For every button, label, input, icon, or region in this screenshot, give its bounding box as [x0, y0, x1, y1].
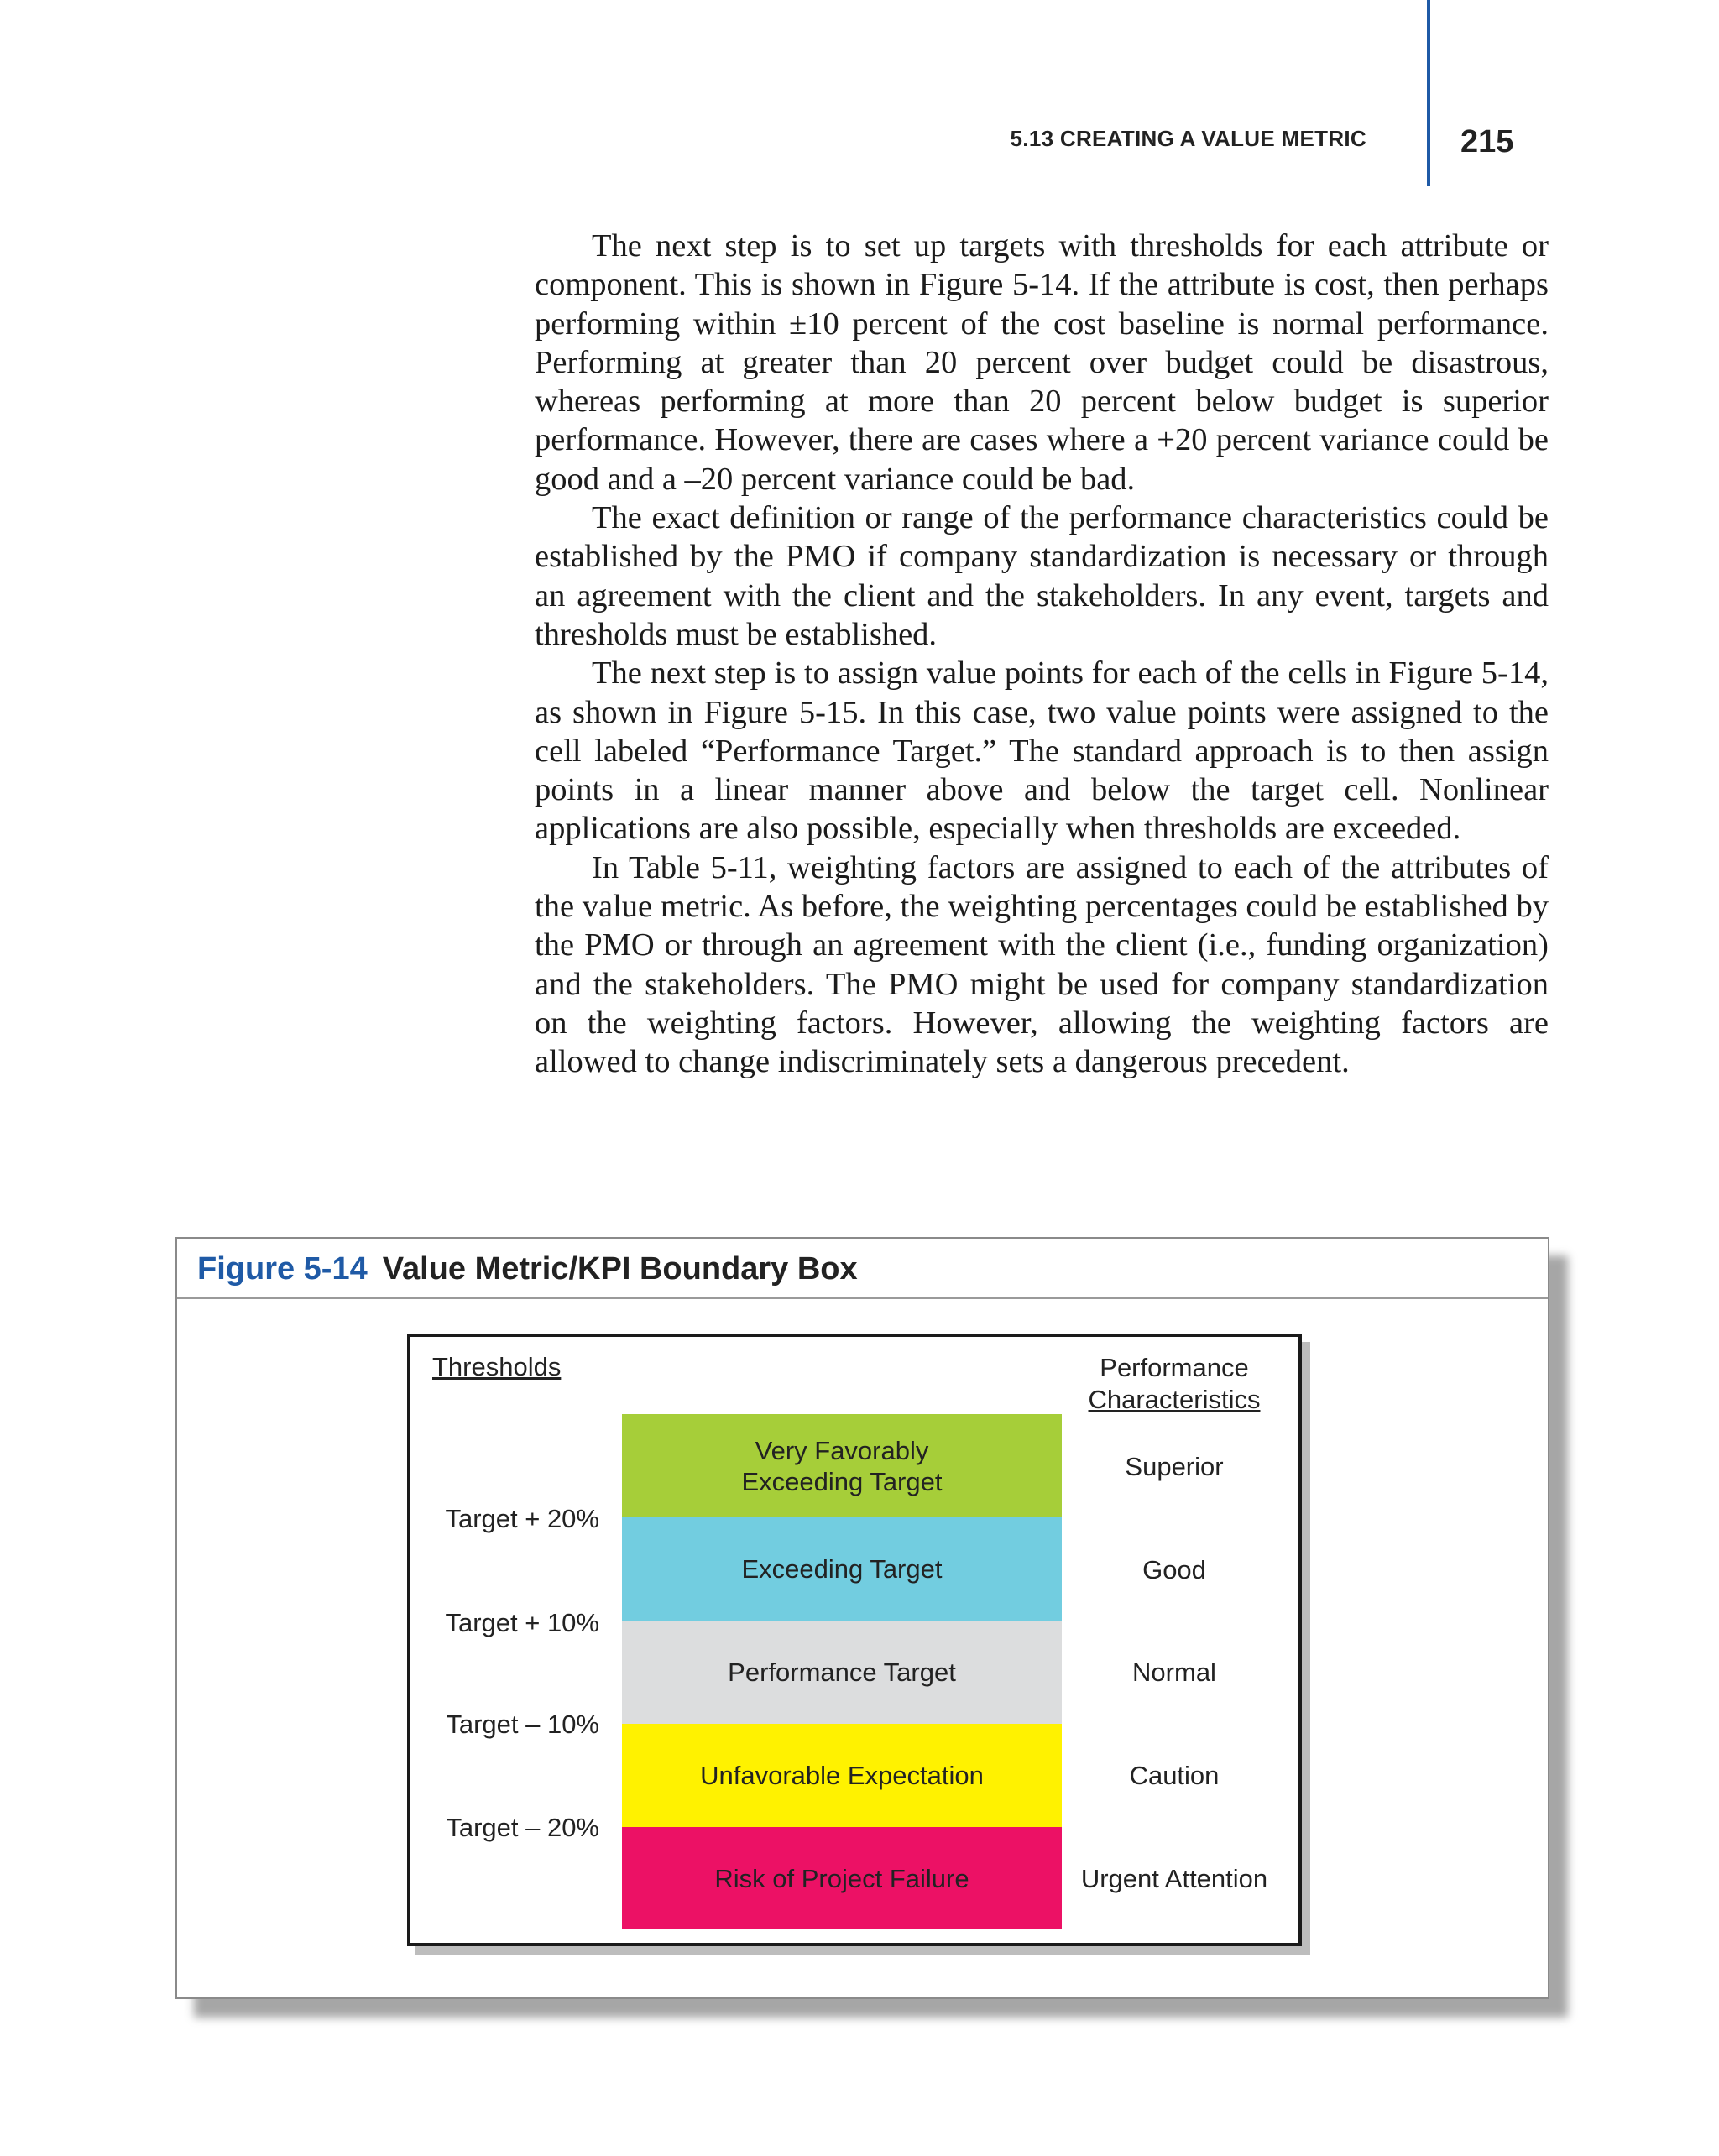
- threshold-target-minus-10: Target – 10%: [446, 1710, 599, 1739]
- band-very-favorably: [622, 1414, 1062, 1517]
- perf-caution: Caution: [1129, 1761, 1220, 1790]
- thresholds-heading: Thresholds: [432, 1352, 562, 1381]
- perf-urgent-attention: Urgent Attention: [1080, 1864, 1268, 1893]
- perf-good: Good: [1142, 1555, 1206, 1584]
- body-text: [535, 227, 1549, 1082]
- performance-heading: [1065, 1352, 1283, 1416]
- performance-heading-line1: Performance: [1100, 1353, 1249, 1382]
- figure-number: Figure 5-14: [197, 1251, 368, 1287]
- paragraph: The next step is to assign value points for each of the cells in Figure 5-14, as shown in Figure 5-15. In this case, two value points were assigned to the cell labeled “Performance Target.” The standard approach is to then assign points in a linear manner above and below the target cell. Nonlinear applications are also possible, especially when thresholds are exceeded.: [535, 655, 1549, 847]
- perf-superior: Superior: [1125, 1452, 1224, 1481]
- band-label-line: Very Favorably: [755, 1435, 929, 1465]
- band-label-line: Exceeding Target: [741, 1466, 943, 1496]
- band-performance-target: Performance Target: [622, 1621, 1062, 1724]
- performance-heading-line2: Characteristics: [1088, 1385, 1261, 1414]
- perf-normal: Normal: [1132, 1657, 1216, 1687]
- threshold-target-plus-10: Target + 10%: [445, 1608, 599, 1637]
- threshold-target-minus-20: Target – 20%: [446, 1813, 599, 1842]
- figure-5-14: [175, 1237, 1549, 1999]
- band-exceeding-target: Exceeding Target: [622, 1517, 1062, 1621]
- figure-title: Value Metric/KPI Boundary Box: [382, 1251, 858, 1287]
- kpi-boundary-box: [407, 1334, 1302, 1946]
- page-number: 215: [1460, 124, 1514, 159]
- figure-caption: [177, 1239, 1548, 1299]
- running-header-section: 5.13 CREATING A VALUE METRIC: [1010, 126, 1366, 151]
- band-label: [742, 1435, 943, 1497]
- paragraph: The exact definition or range of the performance characteristics could be established by the PMO if company standardization is necessary or through an agreement with the client and the stakeholders. In any event, targets and thresholds must be established.: [535, 500, 1549, 652]
- threshold-target-plus-20: Target + 20%: [445, 1504, 599, 1533]
- band-unfavorable-expectation: Unfavorable Expectation: [622, 1724, 1062, 1827]
- header-rule: [1427, 0, 1430, 186]
- band-risk-of-failure: Risk of Project Failure: [622, 1827, 1062, 1929]
- paragraph: The next step is to set up targets with thresholds for each attribute or component. This is shown in Figure 5-14. If the attribute is cost, then perhaps performing within ±10 percent of the cost baseline is normal performance. Performing at greater than 20 percent over budget could be disastrous, whereas performing at more than 20 percent below budget is superior performance. However, there are cases where a +20 percent variance could be good and a –20 percent variance could be bad.: [535, 228, 1549, 497]
- paragraph: In Table 5-11, weighting factors are assigned to each of the attributes of the value metric. As before, the weighting percentages could be established by the PMO or through an agreement with the client (i.e., funding organization) and the stakeholders. The PMO might be used for company standardization on the weighting factors. However, allowing the weighting factors are allowed to change indiscriminately sets a dangerous precedent.: [535, 849, 1549, 1080]
